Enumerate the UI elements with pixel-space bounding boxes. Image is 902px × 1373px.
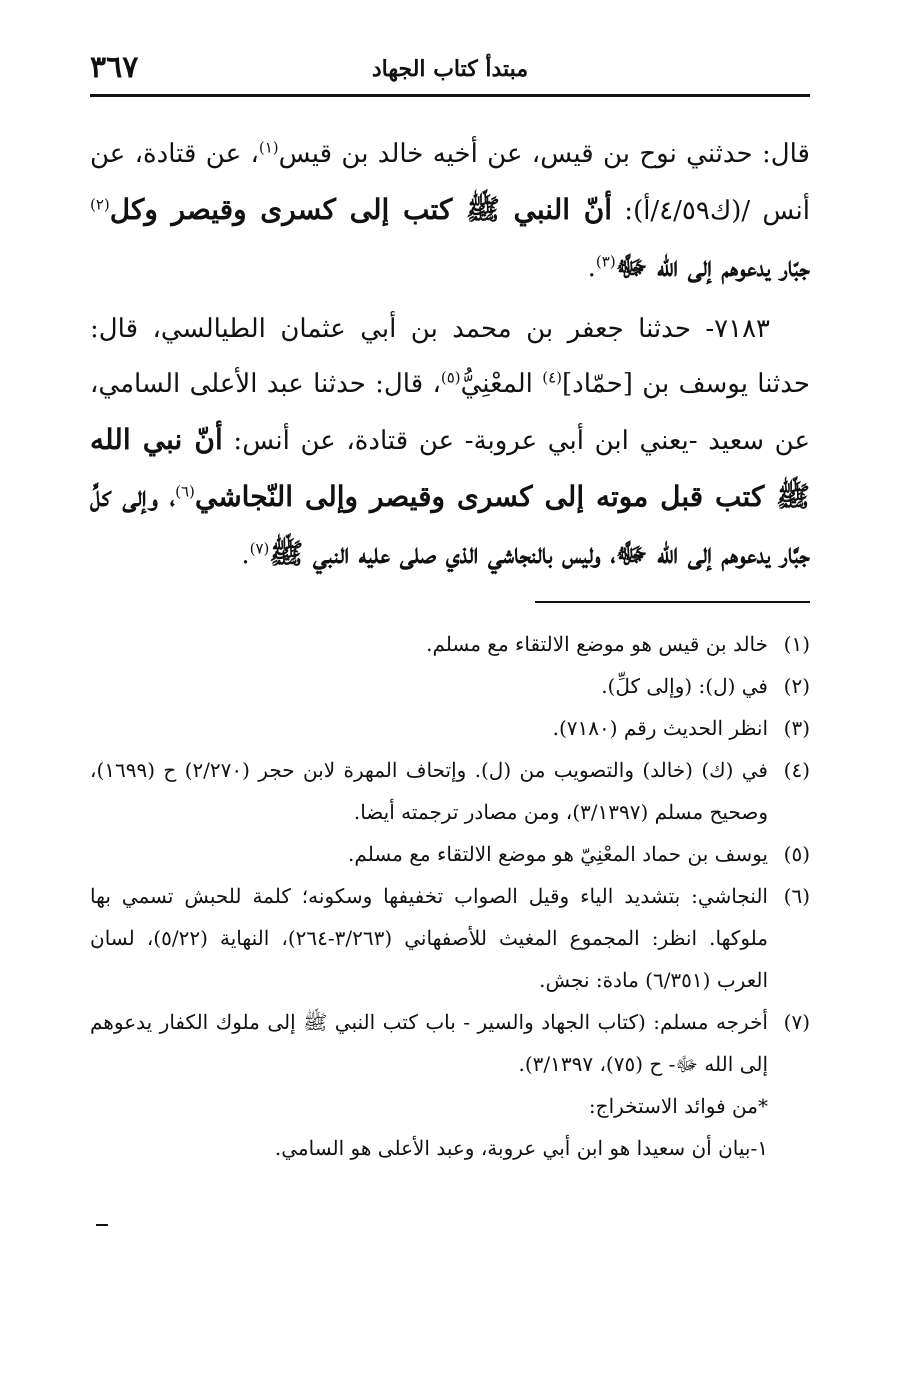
footnote-1 xyxy=(90,623,810,665)
footnote-ref-3: (٣) xyxy=(595,252,616,271)
paragraph-1 xyxy=(90,127,810,296)
text-run: ٧١٨٣- حدثنا جعفر بن محمد بن أبي عثمان الطيالسي، قال: حدثنا يوسف بن [حمّاد] xyxy=(90,314,810,399)
footnote-7 xyxy=(90,1001,810,1085)
page-number: ٣٦٧ xyxy=(90,50,139,85)
footnote-number: (٥) xyxy=(783,842,810,866)
hadith-text: ، وإلى كلِّ جبَّار يدعوهم إلى الله ﷻ، وليس بالنجاشي الذي صلى عليه النبي ﷺ xyxy=(90,480,810,570)
footnote-number: (٣) xyxy=(783,716,810,740)
footnote-6 xyxy=(90,875,810,1001)
benefits-heading: *من فوائد الاستخراج: xyxy=(588,1094,768,1118)
benefit-item-1: ١-بيان أن سعيدا هو ابن أبي عروبة، وعبد الأعلى هو السامي. xyxy=(274,1136,768,1160)
footnote-text: النجاشي: بتشديد الياء وقيل الصواب تخفيفها وسكونه؛ كلمة للحبش تسمي بها ملوكها. انظر: المجموع المغيث للأصفهاني (٣/٢٦٣-٢٦٤)، النهاية (٥/٢٢)، لسان العرب (٦/٣٥١) مادة: نجش. xyxy=(90,884,768,992)
footnote-text: أخرجه مسلم: (كتاب الجهاد والسير - باب كتب النبي ﷺ إلى ملوك الكفار يدعوهم إلى الله ﷻ- ح (٧٥)، ٣/١٣٩٧). xyxy=(90,1010,768,1076)
book-page xyxy=(90,50,810,1350)
footnote-text: انظر الحديث رقم (٧١٨٠). xyxy=(552,716,768,740)
text-run: ، عن قتادة، عن أنس /(ك٤/٥٩/أ): xyxy=(90,139,811,226)
running-header xyxy=(90,50,810,97)
footnote-text: خالد بن قيس هو موضع الالتقاء مع مسلم. xyxy=(426,632,768,656)
end-mark xyxy=(96,1224,108,1226)
footnote-4 xyxy=(90,749,810,833)
text-run: ، قال: حدثنا عبد الأعلى السامي، عن سعيد -يعني ابن أبي عروبة- عن قتادة، عن أنس: xyxy=(90,369,810,456)
footnote-text: في (ك) (خالد) والتصويب من (ل). وإتحاف المهرة لابن حجر (٢/٢٧٠) ح (١٦٩٩)، وصحيح مسلم (٣/١٣٩٧)، ومن مصادر ترجمته أيضا. xyxy=(90,758,768,824)
text-run: . xyxy=(241,540,250,570)
footnote-text: في (ل): (وإلى كلِّ). xyxy=(601,674,768,698)
footnote-ref-2: (٢) xyxy=(90,195,110,214)
hadith-text: أنّ النبي ﷺ كتب إلى كسرى وقيصر وكل xyxy=(109,193,613,226)
footnote-number: (٧) xyxy=(783,1010,810,1034)
main-text xyxy=(90,127,810,583)
hadith-text: أنّ نبي الله ﷺ كتب قبل موته إلى كسرى وقيصر وإلى النّجاشي xyxy=(90,423,810,513)
text-run: . xyxy=(587,253,596,283)
text-run: قال: حدثني نوح بن قيس، عن أخيه خالد بن قيس xyxy=(278,139,810,169)
text-run: المعْنِيُّ xyxy=(460,369,543,399)
footnote-ref-7: (٧) xyxy=(249,539,270,558)
hadith-text: جبّار يدعوهم إلى الله ﷻ xyxy=(615,250,810,283)
footnote-ref-4: (٤) xyxy=(542,368,562,387)
footnote-ref-5: (٥) xyxy=(440,368,461,387)
footnote-ref-6: (٦) xyxy=(175,482,195,501)
footnote-2 xyxy=(90,665,810,707)
paragraph-2 xyxy=(90,302,810,583)
footnote-number: (٤) xyxy=(783,758,810,782)
footnote-5 xyxy=(90,833,810,875)
footnote-number: (٦) xyxy=(783,884,810,908)
footnotes xyxy=(90,623,810,1169)
footnote-separator xyxy=(535,601,810,603)
running-title: مبتدأ كتاب الجهاد xyxy=(371,56,529,82)
footnote-text: يوسف بن حماد المعْنِيّ هو موضع الالتقاء مع مسلم. xyxy=(348,842,768,866)
footnote-3 xyxy=(90,707,810,749)
footnote-number: (١) xyxy=(783,632,810,656)
footnote-number: (٢) xyxy=(783,674,810,698)
footnote-ref-1: (١) xyxy=(258,138,279,157)
